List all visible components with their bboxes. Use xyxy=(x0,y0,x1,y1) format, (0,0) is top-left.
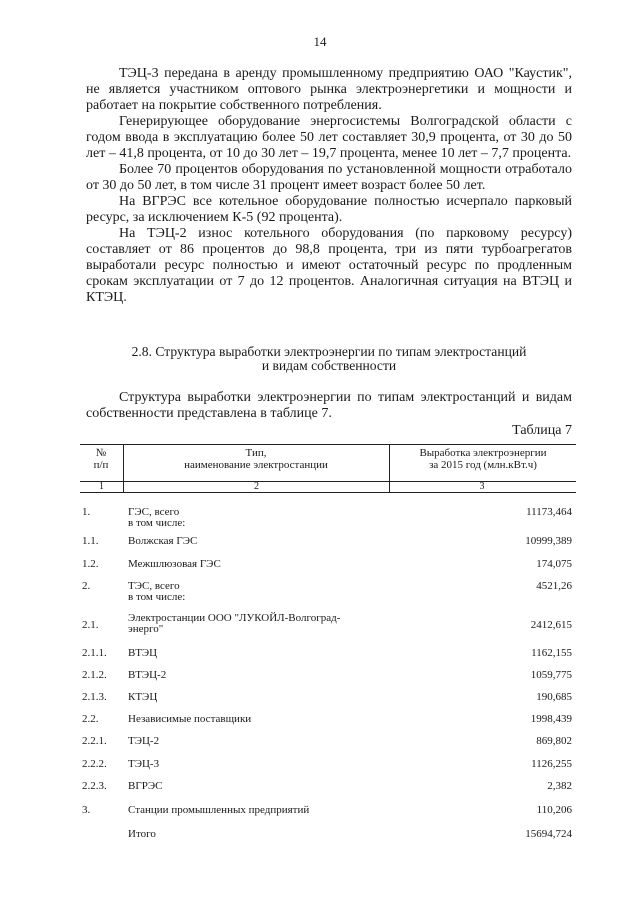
header-number: № п/п xyxy=(93,447,109,471)
section-heading xyxy=(86,345,572,373)
paragraph-5: На ТЭЦ-2 износ котельного оборудования (по парковому ресурсу) составляет от 86 процентов до 98,8 процента, три из пяти турбоагрегатов выработали ресурс полностью и имеют остаточный ресурс по продленным срокам эксплуатации от 7 до 12 процентов. Аналогичная ситуация на ВТЭЦ и КТЭЦ. xyxy=(86,226,572,305)
column-number-1: 1 xyxy=(99,481,104,492)
section-heading-line-2: и видам собственности xyxy=(261,358,397,373)
header-station-type: Тип, наименование электростанции xyxy=(184,447,328,471)
paragraph-1: ТЭЦ-3 передана в аренду промышленному предприятию ОАО "Каустик", не является участником оптового рынка электроэнергетики и мощности и работает на покрытие собственного потребления. xyxy=(86,66,572,113)
header-generation: Выработка электроэнергии за 2015 год (млн.кВт.ч) xyxy=(419,447,547,471)
column-number-row xyxy=(80,481,576,493)
section-heading-line-1: 2.8. Структура выработки электроэнергии по типам электростанций xyxy=(131,344,527,359)
generation-table: № п/п Тип, наименование электростанции Выработка электроэнергии за 2015 год (млн.кВт.ч) 1 2 3 1. ГЭС, всего в том числе: 11173,464 1.1. Волжская ГЭС 10999,389 1.2. Межшлюзовая ГЭС 174,075 2. ТЭС, всего в том числе: 4521,26 2.1. Электростанции ООО "ЛУКОЙЛ-Волгоград- энерго" 2412,615 2.1.1. ВТЭЦ 1162,155 2.1.2. ВТЭЦ-2 1059,775 2.1.3. КТЭЦ 190,685 2.2. Независимые поставщики 1998,439 2.2.1. ТЭЦ-2 869,802 2.2.2. ТЭЦ-3 1126,255 2.2.3. ВГРЭС 2,382 3. Станции промышленных предприятий 110,206 Итого 15694,724 xyxy=(80,444,576,493)
table-caption: Таблица 7 xyxy=(512,423,572,438)
body-paragraphs xyxy=(86,66,572,306)
table-intro xyxy=(86,390,572,422)
column-number-2: 2 xyxy=(254,481,259,492)
paragraph-3: Более 70 процентов оборудования по установленной мощности отработало от 30 до 50 лет, в том числе 31 процент имеет возраст более 50 лет. xyxy=(86,162,572,193)
page-number: 14 xyxy=(313,34,327,49)
table-header xyxy=(80,444,576,481)
paragraph-4: На ВГРЭС все котельное оборудование полностью исчерпало парковый ресурс, за исключением К-5 (92 процента). xyxy=(86,194,572,225)
paragraph-2: Генерирующее оборудование энергосистемы Волгоградской области с годом ввода в эксплуатацию более 50 лет составляет 30,9 процента, от 30 до 50 лет – 41,8 процента, от 10 до 30 лет – 19,7 процента, менее 10 лет – 7,7 процента. xyxy=(86,114,572,161)
table-intro-text: Структура выработки электроэнергии по типам электростанций и видам собственности представлена в таблице 7. xyxy=(86,390,572,421)
column-number-3: 3 xyxy=(479,481,485,492)
